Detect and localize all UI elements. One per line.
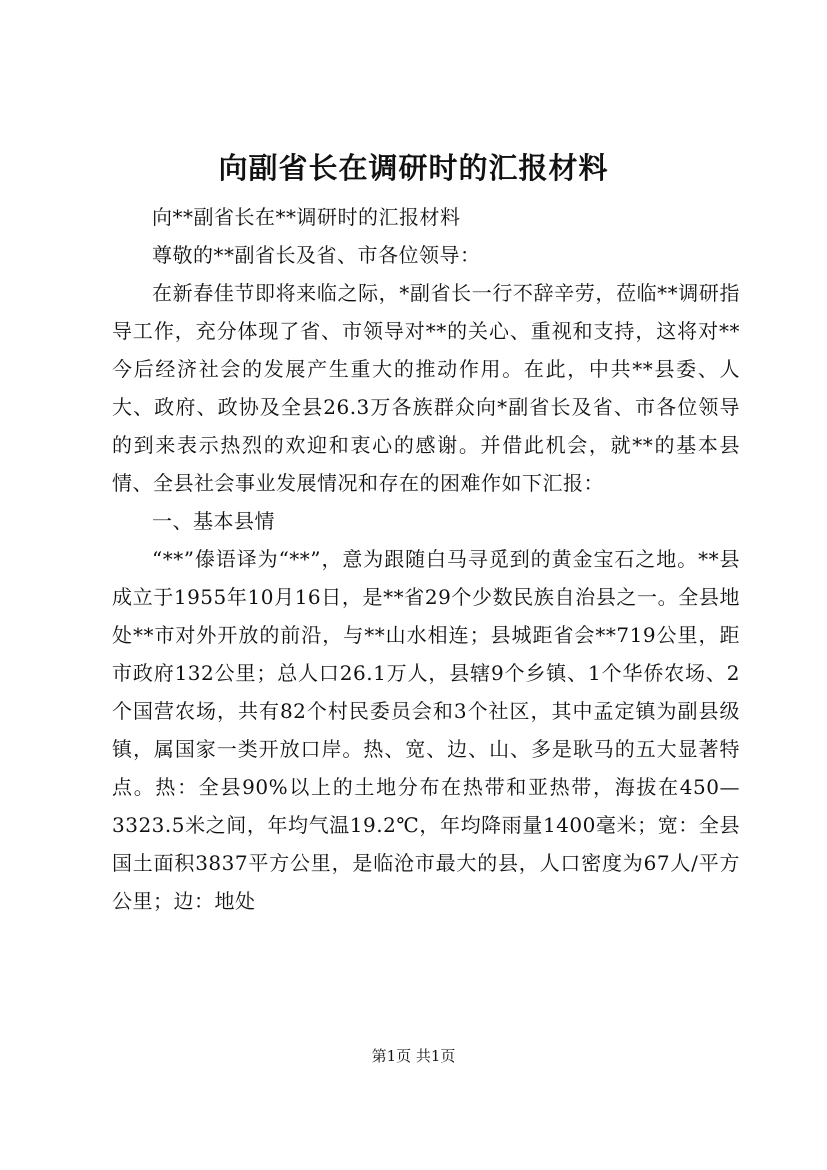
section-heading: 一、基本县情 [152,509,275,533]
subtitle-paragraph: 向**副省长在**调研时的汇报材料 [152,205,461,229]
salutation-paragraph: 尊敬的**副省长及省、市各位领导： [152,243,481,267]
document-body [112,198,740,920]
page-footer: 第1页 共1页 [371,1047,456,1065]
document-title: 向副省长在调研时的汇报材料 [218,151,609,185]
body-paragraph: “**”傣语译为“**”，意为跟随白马寻觅到的黄金宝石之地。**县成立于1955年10月16日，是**省29个少数民族自治县之一。全县地处**市对外开放的前沿，与**山水相连；县城距省会**719公里，距市政府132公里；总人口26.1万人，县辖9个乡镇、1个华侨农场、2个国营农场，共有82个村民委员会和3个社区，其中孟定镇为副县级镇，属国家一类开放口岸。热、宽、边、山、多是耿马的五大显著特点。热：全县90%以上的土地分布在热带和亚热带，海拔在450—3323.5米之间，年均气温19.2℃，年均降雨量1400毫米；宽：全县国土面积3837平方公里，是临沧市最大的县，人口密度为67人/平方公里；边：地处 [112,547,740,913]
intro-paragraph: 在新春佳节即将来临之际，*副省长一行不辞辛劳，莅临**调研指导工作，充分体现了省、市领导对**的关心、重视和支持，这将对**今后经济社会的发展产生重大的推动作用。在此，中共**县委、人大、政府、政协及全县26.3万各族群众向*副省长及省、市各位领导的到来表示热烈的欢迎和衷心的感谢。并借此机会，就**的基本县情、全县社会事业发展情况和存在的困难作如下汇报： [112,281,740,495]
